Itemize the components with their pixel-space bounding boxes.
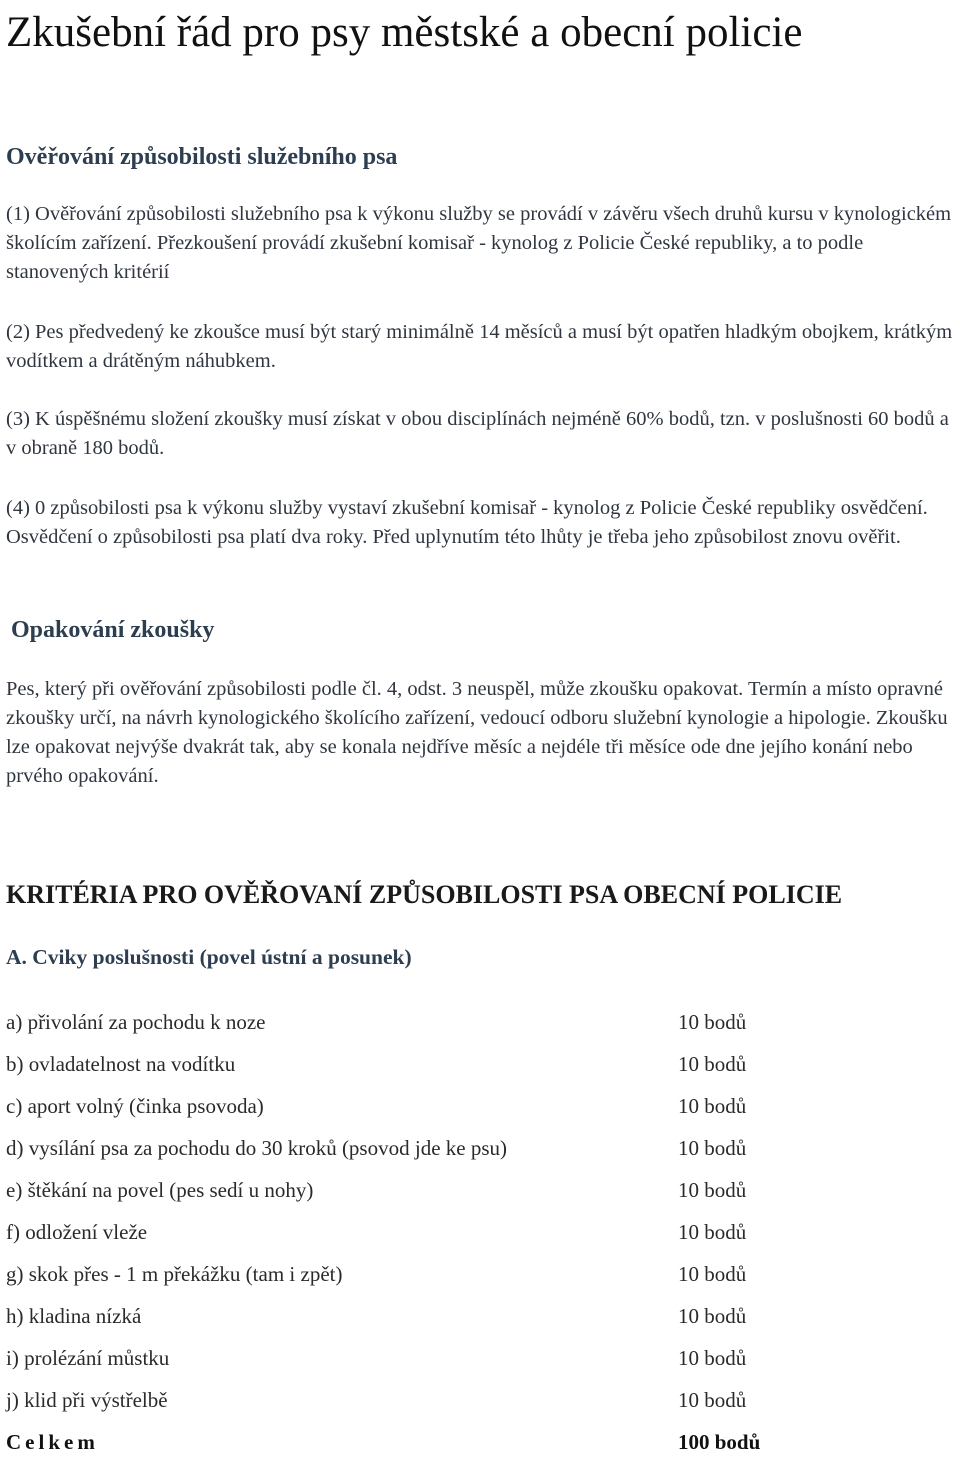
criteria-points: 10 bodů bbox=[678, 1304, 747, 1328]
criteria-label: j) klid při výstřelbě bbox=[6, 1388, 168, 1412]
criteria-label: g) skok přes - 1 m překážku (tam i zpět) bbox=[6, 1262, 343, 1286]
section-heading-verification: Ověřování způsobilosti služebního psa bbox=[6, 144, 398, 170]
criteria-label: d) vysílání psa za pochodu do 30 kroků (psovod jde ke psu) bbox=[6, 1136, 507, 1160]
criteria-points: 10 bodů bbox=[678, 1220, 747, 1244]
criteria-points: 10 bodů bbox=[678, 1010, 747, 1034]
criteria-points: 10 bodů bbox=[678, 1346, 747, 1370]
criteria-row bbox=[6, 1133, 906, 1163]
criteria-row bbox=[6, 1343, 906, 1373]
criteria-row bbox=[6, 1385, 906, 1415]
criteria-label: e) štěkání na povel (pes sedí u nohy) bbox=[6, 1178, 314, 1202]
criteria-total-points: 100 bodů bbox=[678, 1430, 761, 1454]
criteria-row bbox=[6, 1301, 906, 1331]
paragraph-1: (1) Ověřování způsobilosti služebního psa k výkonu služby se provádí v závěru všech druhů kursu v kynologickém školícím zařízení. Přezkoušení provádí zkušební komisař - kynolog z Policie České republiky, a to podle stanovených kritérií bbox=[6, 203, 952, 283]
paragraph-4: (4) 0 způsobilosti psa k výkonu služby vystaví zkušební komisař - kynolog z Policie České republiky osvědčení. Osvědčení o způsobilosti psa platí dva roky. Před uplynutím této lhůty je třeba jeho způsobilost znovu ověřit. bbox=[6, 497, 928, 548]
criteria-total-label: Celkem bbox=[6, 1430, 99, 1454]
criteria-points: 10 bodů bbox=[678, 1094, 747, 1118]
criteria-label: f) odložení vleže bbox=[6, 1220, 148, 1244]
page-title: Zkušební řád pro psy městské a obecní policie bbox=[6, 9, 803, 56]
criteria-label: c) aport volný (činka psovoda) bbox=[6, 1094, 264, 1118]
criteria-label: a) přivolání za pochodu k noze bbox=[6, 1010, 266, 1034]
criteria-points: 10 bodů bbox=[678, 1052, 747, 1076]
criteria-points: 10 bodů bbox=[678, 1136, 747, 1160]
section-heading-repeat: Opakování zkoušky bbox=[11, 617, 215, 643]
paragraph-repeat: Pes, který při ověřování způsobilosti podle čl. 4, odst. 3 neuspěl, může zkoušku opakovat. Termín a místo opravné zkoušky určí, na návrh kynologického školícího zařízení, vedoucí odboru služební kynologie a hipologie. Zkoušku lze opakovat nejvýše dvakrát tak, aby se konala nejdříve měsíc a nejdéle tři měsíce ode dne jejího konání nebo prvého opakování. bbox=[6, 678, 948, 787]
criteria-points: 10 bodů bbox=[678, 1262, 747, 1286]
criteria-total-row bbox=[6, 1427, 906, 1457]
criteria-points: 10 bodů bbox=[678, 1178, 747, 1202]
criteria-label: b) ovladatelnost na vodítku bbox=[6, 1052, 236, 1076]
criteria-row bbox=[6, 1175, 906, 1205]
criteria-row bbox=[6, 1007, 906, 1037]
criteria-label: h) kladina nízká bbox=[6, 1304, 142, 1328]
criteria-row bbox=[6, 1217, 906, 1247]
criteria-heading: KRITÉRIA PRO OVĚŘOVANÍ ZPŮSOBILOSTI PSA OBECNÍ POLICIE bbox=[6, 880, 843, 909]
criteria-subheading: A. Cviky poslušnosti (povel ústní a posunek) bbox=[6, 945, 412, 969]
criteria-row bbox=[6, 1259, 906, 1289]
paragraph-2: (2) Pes předvedený ke zkoušce musí být starý minimálně 14 měsíců a musí být opatřen hladkým obojkem, krátkým vodítkem a drátěným náhubkem. bbox=[6, 321, 953, 372]
criteria-row bbox=[6, 1049, 906, 1079]
criteria-points: 10 bodů bbox=[678, 1388, 747, 1412]
criteria-row bbox=[6, 1091, 906, 1121]
criteria-label: i) prolézání můstku bbox=[6, 1346, 170, 1370]
paragraph-3: (3) K úspěšnému složení zkoušky musí získat v obou disciplínách nejméně 60% bodů, tzn. v poslušnosti 60 bodů a v obraně 180 bodů. bbox=[6, 408, 949, 459]
